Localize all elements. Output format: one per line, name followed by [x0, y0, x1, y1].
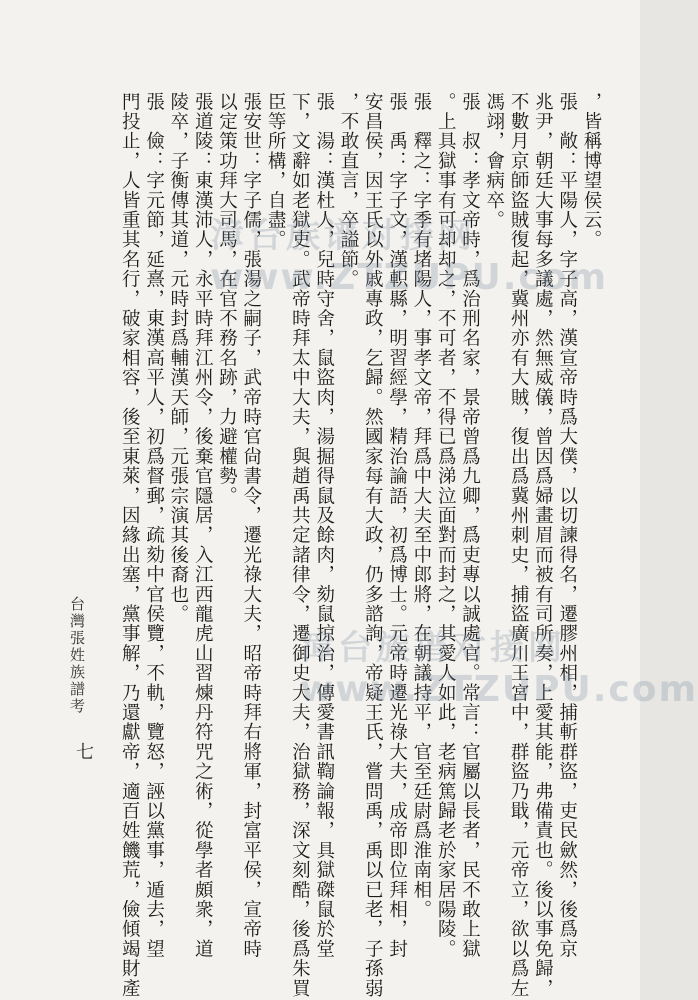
watermark-chinese-2: 漳台族谱对接网 — [300, 628, 566, 668]
text-column: 下，文辭如老獄吏。武帝時拜太中大夫，與趙禹共定諸律令，遷御史大夫，治獄務，深文刻酷，後爲朱買 — [289, 92, 311, 999]
text-column: 張 湯：漢杜人，兒時守舍，鼠盜肉，湯掘得鼠及餘肉，劾鼠掠治，傳愛書訊鞫論報，具獄磔鼠於堂 — [313, 92, 335, 959]
watermark-site: www.ZTZUPU.com — [210, 257, 609, 298]
text-column: 張安世：字子儒，張湯之嗣子，武帝時官尙書令，遷光祿大夫，昭帝時拜右將軍，封富平侯，宣帝時 — [240, 92, 262, 959]
text-column: 。上具獄事有可却却之，不可者，不得已爲涕泣面對而封之，其愛人如此，老病篤歸老於家居陽陵。 — [435, 92, 457, 959]
text-column: 以定策功拜大司馬，在官不務名跡，力避權勢。 — [216, 92, 238, 506]
text-column: 張道陵：東漢沛人，永平時拜江州令，後棄官隱居，入江西龍虎山習煉丹符咒之術，從學者頗衆，道 — [192, 92, 214, 959]
text-column: ，不敢直言，卒謚節。 — [338, 92, 359, 289]
watermark-chinese: 漳台族谱对接网 — [210, 216, 476, 256]
text-column: ，皆稱博望侯云。 — [581, 92, 602, 250]
text-column: 臣等所構，自盡。 — [265, 92, 287, 250]
text-column: 張 叔：孝文帝時，爲治刑名家，景帝曾爲九卿，爲吏專以誠處官。常言：官屬以長者，民不敢上獄 — [459, 92, 481, 959]
watermark-site-2: www.ZTZUPU.com — [300, 669, 698, 710]
text-column: 不數月京師盜賊復起，冀州亦有大賊，復出爲冀州刺史，捕盜廣川王宮中，群盜乃戢，元帝立，欲以爲左 — [508, 92, 530, 999]
page-number: 七 — [73, 742, 94, 760]
running-header: 台灣張姓族譜考 — [68, 596, 86, 715]
text-column: 安昌侯，因王氏以外戚專政，乞歸。然國家每有大政，仍多諮詢，帝疑王氏，嘗問禹，禹以已老，子孫弱 — [362, 92, 384, 999]
text-column: 張 儉：字元節，延熹，東漢高平人，初爲督郵，疏劾中官侯覽，不軌，覽怒，誣以黨事，遁去，望 — [143, 92, 165, 959]
text-column: 兆尹，朝廷大事每多議處，然無威儀，曾因爲婦畫眉而被有司所奏，上愛其能，弗備責也。後以事免歸， — [532, 92, 554, 999]
text-column: 馮翊，會病卒。 — [483, 92, 505, 230]
text-column: 門投止，人皆重其名行，破家相容，後至東萊，因緣出塞，黨事解，乃還獻帝，適百姓饑荒，儉傾竭財產 — [119, 92, 141, 999]
text-column: 張 敞：平陽人，字子高，漢宣帝時爲大僕，以切諫得名，遷膠州相，捕斬群盜，吏民歛然，後爲京 — [556, 92, 578, 959]
text-column: 陵卒，子衡傳其道，元時封爲輔漢天師，元張宗演其後裔也。 — [167, 92, 189, 624]
text-column: 張 釋之：字季有堵陽人，事孝文帝，拜爲中大夫至中郎將，在朝議持平，官至廷尉爲淮南相。 — [410, 92, 432, 920]
text-column: 張 禹：字子文，漢軹縣，明習經學，精治論語，初爲博士。元帝時遷光祿大夫，成帝即位拜相，封 — [386, 92, 408, 959]
